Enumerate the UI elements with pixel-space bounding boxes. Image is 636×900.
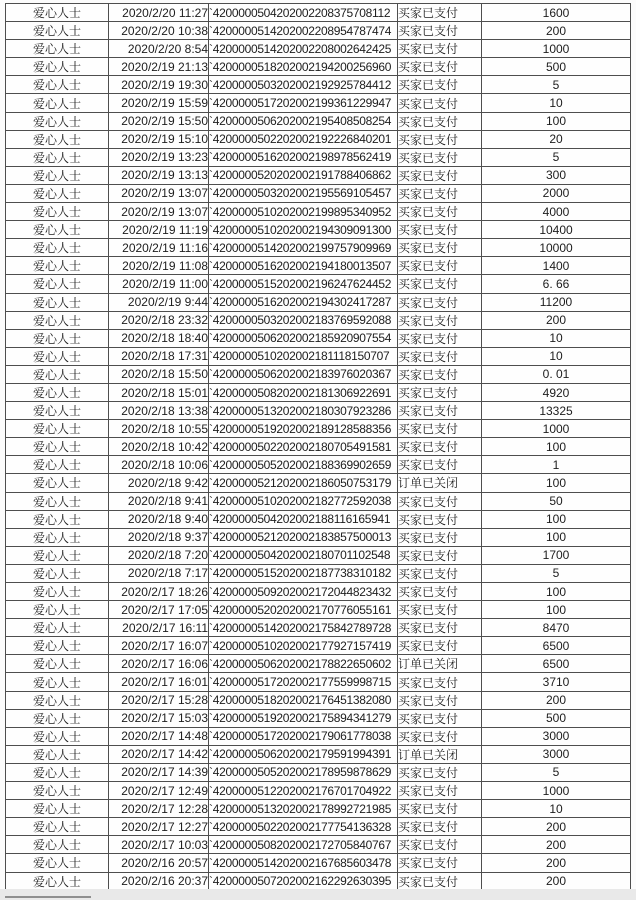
cell-amount: 0. 01 — [482, 365, 631, 383]
cell-datetime: 2020/2/20 10:38 — [109, 22, 209, 40]
cell-datetime: 2020/2/19 11:00 — [109, 275, 209, 293]
cell-donor: 爱心人士 — [6, 456, 109, 474]
cell-status: 买家已支付 — [398, 691, 482, 709]
cell-donor: 爱心人士 — [6, 221, 109, 239]
cell-order_no: `4200000521202002183857500013 — [209, 528, 398, 546]
cell-status: 订单已关闭 — [398, 474, 482, 492]
cell-order_no: `4200000505202002188369902659 — [209, 456, 398, 474]
cell-order_no: `4200000506202002185920907554 — [209, 329, 398, 347]
table-row — [6, 239, 631, 257]
cell-donor: 爱心人士 — [6, 528, 109, 546]
cell-datetime: 2020/2/18 7:20 — [109, 546, 209, 564]
cell-order_no: `4200000520202002170776055161 — [209, 601, 398, 619]
cell-donor: 爱心人士 — [6, 203, 109, 221]
cell-amount: 100 — [482, 438, 631, 456]
table-row — [6, 492, 631, 510]
cell-datetime: 2020/2/17 16:07 — [109, 637, 209, 655]
cell-datetime: 2020/2/18 9:42 — [109, 474, 209, 492]
cell-order_no: `4200000514202002167685603478 — [209, 854, 398, 872]
cell-amount: 10000 — [482, 239, 631, 257]
table-row — [6, 818, 631, 836]
cell-datetime: 2020/2/19 15:50 — [109, 112, 209, 130]
cell-order_no: `4200000508202002181306922691 — [209, 383, 398, 401]
cell-order_no: `4200000508202002172705840767 — [209, 836, 398, 854]
cell-donor: 爱心人士 — [6, 275, 109, 293]
cell-datetime: 2020/2/20 11:27 — [109, 4, 209, 22]
cell-donor: 爱心人士 — [6, 22, 109, 40]
cell-status: 买家已支付 — [398, 239, 482, 257]
cell-amount: 200 — [482, 22, 631, 40]
table-row — [6, 221, 631, 239]
table-row — [6, 619, 631, 637]
cell-datetime: 2020/2/17 10:03 — [109, 836, 209, 854]
cell-order_no: `4200000514202002175842789728 — [209, 619, 398, 637]
cell-order_no: `4200000514202002199757909969 — [209, 239, 398, 257]
cell-amount: 1400 — [482, 257, 631, 275]
cell-order_no: `4200000506202002195408508254 — [209, 112, 398, 130]
cell-order_no: `4200000519202002189128588356 — [209, 420, 398, 438]
cell-status: 买家已支付 — [398, 347, 482, 365]
cell-donor: 爱心人士 — [6, 655, 109, 673]
cell-status: 买家已支付 — [398, 836, 482, 854]
cell-donor: 爱心人士 — [6, 438, 109, 456]
cell-status: 买家已支付 — [398, 293, 482, 311]
cell-order_no: `4200000513202002180307923286 — [209, 402, 398, 420]
cell-amount: 10400 — [482, 221, 631, 239]
cell-order_no: `4200000510202002199895340952 — [209, 203, 398, 221]
cell-status: 买家已支付 — [398, 329, 482, 347]
table-row — [6, 691, 631, 709]
cell-status: 买家已支付 — [398, 402, 482, 420]
table-row — [6, 854, 631, 872]
table-row — [6, 166, 631, 184]
cell-status: 买家已支付 — [398, 438, 482, 456]
cell-amount: 200 — [482, 854, 631, 872]
cell-amount: 200 — [482, 311, 631, 329]
cell-donor: 爱心人士 — [6, 601, 109, 619]
cell-donor: 爱心人士 — [6, 745, 109, 763]
cell-donor: 爱心人士 — [6, 166, 109, 184]
cell-order_no: `4200000512202002176701704922 — [209, 782, 398, 800]
cell-status: 买家已支付 — [398, 528, 482, 546]
cell-datetime: 2020/2/18 9:37 — [109, 528, 209, 546]
cell-donor: 爱心人士 — [6, 329, 109, 347]
cell-amount: 100 — [482, 528, 631, 546]
cell-donor: 爱心人士 — [6, 619, 109, 637]
cell-order_no: `4200000503202002183769592088 — [209, 311, 398, 329]
cell-datetime: 2020/2/17 12:27 — [109, 818, 209, 836]
cell-order_no: `4200000502202002177754136328 — [209, 818, 398, 836]
cell-amount: 300 — [482, 166, 631, 184]
cell-donor: 爱心人士 — [6, 474, 109, 492]
cell-amount: 100 — [482, 583, 631, 601]
cell-amount: 1 — [482, 456, 631, 474]
cell-amount: 5 — [482, 763, 631, 781]
table-row — [6, 836, 631, 854]
cell-amount: 1700 — [482, 546, 631, 564]
cell-donor: 爱心人士 — [6, 402, 109, 420]
cell-datetime: 2020/2/20 8:54 — [109, 40, 209, 58]
cell-status: 买家已支付 — [398, 510, 482, 528]
cell-datetime: 2020/2/19 13:07 — [109, 203, 209, 221]
cell-datetime: 2020/2/16 20:37 — [109, 872, 209, 890]
cell-amount: 4000 — [482, 203, 631, 221]
cell-status: 买家已支付 — [398, 763, 482, 781]
cell-amount: 10 — [482, 94, 631, 112]
cell-donor: 爱心人士 — [6, 691, 109, 709]
cell-donor: 爱心人士 — [6, 347, 109, 365]
cell-amount: 3000 — [482, 745, 631, 763]
cell-datetime: 2020/2/18 15:50 — [109, 365, 209, 383]
cell-amount: 5 — [482, 76, 631, 94]
cell-datetime: 2020/2/17 14:42 — [109, 745, 209, 763]
cut-off-row-border — [5, 896, 91, 898]
cell-order_no: `4200000518202002194200256960 — [209, 58, 398, 76]
cell-status: 买家已支付 — [398, 311, 482, 329]
cell-order_no: `4200000520202002191788406862 — [209, 166, 398, 184]
cell-order_no: `4200000517202002179061778038 — [209, 727, 398, 745]
cell-amount: 11200 — [482, 293, 631, 311]
table-row — [6, 637, 631, 655]
cell-amount: 10 — [482, 800, 631, 818]
cell-amount: 1000 — [482, 40, 631, 58]
table-row — [6, 800, 631, 818]
cell-order_no: `4200000518202002176451382080 — [209, 691, 398, 709]
cell-datetime: 2020/2/19 15:10 — [109, 130, 209, 148]
cell-donor: 爱心人士 — [6, 492, 109, 510]
table-row — [6, 763, 631, 781]
cell-datetime: 2020/2/18 7:17 — [109, 564, 209, 582]
cell-status: 买家已支付 — [398, 583, 482, 601]
cell-amount: 200 — [482, 872, 631, 890]
cell-status: 买家已支付 — [398, 130, 482, 148]
table-row — [6, 293, 631, 311]
cell-amount: 10 — [482, 329, 631, 347]
cell-donor: 爱心人士 — [6, 40, 109, 58]
cell-donor: 爱心人士 — [6, 800, 109, 818]
cell-amount: 200 — [482, 836, 631, 854]
cell-datetime: 2020/2/17 12:49 — [109, 782, 209, 800]
cell-status: 买家已支付 — [398, 58, 482, 76]
cell-amount: 20 — [482, 130, 631, 148]
table-row — [6, 4, 631, 22]
cell-donor: 爱心人士 — [6, 872, 109, 890]
table-row — [6, 365, 631, 383]
cell-donor: 爱心人士 — [6, 782, 109, 800]
cell-status: 买家已支付 — [398, 564, 482, 582]
cell-status: 买家已支付 — [398, 184, 482, 202]
cell-donor: 爱心人士 — [6, 148, 109, 166]
table-row — [6, 601, 631, 619]
table-row — [6, 275, 631, 293]
cell-donor: 爱心人士 — [6, 818, 109, 836]
cell-amount: 200 — [482, 691, 631, 709]
cell-order_no: `4200000517202002177559998715 — [209, 673, 398, 691]
cell-order_no: `4200000506202002178822650602 — [209, 655, 398, 673]
cell-amount: 8470 — [482, 619, 631, 637]
cell-order_no: `4200000515202002196247624452 — [209, 275, 398, 293]
cell-datetime: 2020/2/17 18:26 — [109, 583, 209, 601]
cell-amount: 1000 — [482, 782, 631, 800]
table-row — [6, 583, 631, 601]
cell-order_no: `4200000519202002175894341279 — [209, 709, 398, 727]
table-row — [6, 564, 631, 582]
donation-records-table-body — [6, 4, 631, 891]
table-row — [6, 745, 631, 763]
cell-datetime: 2020/2/18 13:38 — [109, 402, 209, 420]
cell-status: 买家已支付 — [398, 727, 482, 745]
cell-datetime: 2020/2/16 20:57 — [109, 854, 209, 872]
cell-status: 买家已支付 — [398, 148, 482, 166]
cell-order_no: `4200000504202002180701102548 — [209, 546, 398, 564]
table-row — [6, 184, 631, 202]
cell-donor: 爱心人士 — [6, 709, 109, 727]
cell-datetime: 2020/2/18 9:40 — [109, 510, 209, 528]
table-row — [6, 510, 631, 528]
cell-datetime: 2020/2/18 9:41 — [109, 492, 209, 510]
cell-datetime: 2020/2/17 12:28 — [109, 800, 209, 818]
cell-order_no: `4200000503202002195569105457 — [209, 184, 398, 202]
cell-order_no: `4200000516202002194180013507 — [209, 257, 398, 275]
cell-order_no: `4200000517202002199361229947 — [209, 94, 398, 112]
cell-donor: 爱心人士 — [6, 727, 109, 745]
cell-datetime: 2020/2/18 17:31 — [109, 347, 209, 365]
table-row — [6, 655, 631, 673]
cell-datetime: 2020/2/19 13:13 — [109, 166, 209, 184]
cell-order_no: `4200000506202002179591994391 — [209, 745, 398, 763]
cell-donor: 爱心人士 — [6, 112, 109, 130]
cell-status: 订单已关闭 — [398, 745, 482, 763]
cell-status: 买家已支付 — [398, 872, 482, 890]
cell-amount: 1600 — [482, 4, 631, 22]
cell-amount: 4920 — [482, 383, 631, 401]
table-row — [6, 456, 631, 474]
cell-donor: 爱心人士 — [6, 239, 109, 257]
cell-datetime: 2020/2/19 13:07 — [109, 184, 209, 202]
cell-donor: 爱心人士 — [6, 4, 109, 22]
cell-amount: 5 — [482, 148, 631, 166]
table-row — [6, 94, 631, 112]
cell-order_no: `4200000502202002180705491581 — [209, 438, 398, 456]
cell-amount: 100 — [482, 510, 631, 528]
cell-datetime: 2020/2/18 15:01 — [109, 383, 209, 401]
cell-status: 买家已支付 — [398, 637, 482, 655]
cell-status: 买家已支付 — [398, 854, 482, 872]
table-row — [6, 257, 631, 275]
table-row — [6, 438, 631, 456]
cell-amount: 5 — [482, 564, 631, 582]
cell-datetime: 2020/2/18 10:42 — [109, 438, 209, 456]
cell-status: 买家已支付 — [398, 456, 482, 474]
table-row — [6, 22, 631, 40]
cell-order_no: `4200000504202002208375708112 — [209, 4, 398, 22]
cell-status: 买家已支付 — [398, 782, 482, 800]
table-row — [6, 40, 631, 58]
cell-order_no: `4200000505202002178959878629 — [209, 763, 398, 781]
cell-status: 买家已支付 — [398, 365, 482, 383]
cell-datetime: 2020/2/17 16:06 — [109, 655, 209, 673]
cell-donor: 爱心人士 — [6, 763, 109, 781]
cell-status: 买家已支付 — [398, 166, 482, 184]
cell-amount: 13325 — [482, 402, 631, 420]
cell-order_no: `4200000516202002194302417287 — [209, 293, 398, 311]
cell-datetime: 2020/2/18 10:55 — [109, 420, 209, 438]
table-row — [6, 329, 631, 347]
cell-datetime: 2020/2/19 11:08 — [109, 257, 209, 275]
table-row — [6, 546, 631, 564]
cell-order_no: `4200000513202002178992721985 — [209, 800, 398, 818]
table-row — [6, 709, 631, 727]
cell-order_no: `4200000510202002182772592038 — [209, 492, 398, 510]
cell-donor: 爱心人士 — [6, 854, 109, 872]
cell-order_no: `4200000507202002162292630395 — [209, 872, 398, 890]
cell-amount: 2000 — [482, 184, 631, 202]
cell-donor: 爱心人士 — [6, 383, 109, 401]
cell-status: 订单已关闭 — [398, 655, 482, 673]
cell-datetime: 2020/2/17 16:11 — [109, 619, 209, 637]
cell-status: 买家已支付 — [398, 4, 482, 22]
cell-status: 买家已支付 — [398, 619, 482, 637]
cell-order_no: `4200000504202002188116165941 — [209, 510, 398, 528]
table-row — [6, 112, 631, 130]
cell-amount: 500 — [482, 58, 631, 76]
cell-order_no: `4200000506202002183976020367 — [209, 365, 398, 383]
cell-amount: 200 — [482, 818, 631, 836]
cell-amount: 50 — [482, 492, 631, 510]
cell-donor: 爱心人士 — [6, 546, 109, 564]
table-row — [6, 528, 631, 546]
cell-status: 买家已支付 — [398, 800, 482, 818]
cell-order_no: `4200000503202002192925784412 — [209, 76, 398, 94]
table-row — [6, 402, 631, 420]
cell-datetime: 2020/2/19 11:16 — [109, 239, 209, 257]
table-row — [6, 148, 631, 166]
cell-datetime: 2020/2/18 23:32 — [109, 311, 209, 329]
cell-order_no: `4200000521202002186050753179 — [209, 474, 398, 492]
cell-donor: 爱心人士 — [6, 365, 109, 383]
cell-donor: 爱心人士 — [6, 583, 109, 601]
cell-order_no: `4200000510202002194309091300 — [209, 221, 398, 239]
cell-order_no: `4200000509202002172044823432 — [209, 583, 398, 601]
cell-order_no: `4200000514202002208954787474 — [209, 22, 398, 40]
cell-order_no: `4200000510202002177927157419 — [209, 637, 398, 655]
cell-donor: 爱心人士 — [6, 311, 109, 329]
cell-donor: 爱心人士 — [6, 130, 109, 148]
table-row — [6, 76, 631, 94]
cell-datetime: 2020/2/17 15:03 — [109, 709, 209, 727]
table-row — [6, 673, 631, 691]
cell-status: 买家已支付 — [398, 257, 482, 275]
cell-status: 买家已支付 — [398, 94, 482, 112]
table-row — [6, 474, 631, 492]
cell-datetime: 2020/2/19 13:23 — [109, 148, 209, 166]
table-row — [6, 872, 631, 890]
page-bottom-strip — [0, 889, 636, 900]
cell-amount: 6500 — [482, 637, 631, 655]
table-row — [6, 782, 631, 800]
table-row — [6, 383, 631, 401]
table-row — [6, 203, 631, 221]
cell-order_no: `4200000514202002208002642425 — [209, 40, 398, 58]
cell-datetime: 2020/2/18 10:06 — [109, 456, 209, 474]
cell-donor: 爱心人士 — [6, 94, 109, 112]
table-row — [6, 727, 631, 745]
cell-status: 买家已支付 — [398, 203, 482, 221]
table-row — [6, 58, 631, 76]
cell-datetime: 2020/2/19 9:44 — [109, 293, 209, 311]
cell-datetime: 2020/2/17 14:39 — [109, 763, 209, 781]
cell-datetime: 2020/2/19 11:19 — [109, 221, 209, 239]
cell-status: 买家已支付 — [398, 601, 482, 619]
cell-amount: 500 — [482, 709, 631, 727]
cell-donor: 爱心人士 — [6, 510, 109, 528]
cell-donor: 爱心人士 — [6, 184, 109, 202]
cell-donor: 爱心人士 — [6, 257, 109, 275]
cell-status: 买家已支付 — [398, 546, 482, 564]
table-row — [6, 420, 631, 438]
cell-status: 买家已支付 — [398, 275, 482, 293]
cell-status: 买家已支付 — [398, 383, 482, 401]
cell-status: 买家已支付 — [398, 673, 482, 691]
cell-amount: 1000 — [482, 420, 631, 438]
cell-status: 买家已支付 — [398, 420, 482, 438]
cell-status: 买家已支付 — [398, 818, 482, 836]
cell-datetime: 2020/2/17 14:48 — [109, 727, 209, 745]
cell-amount: 6500 — [482, 655, 631, 673]
cell-datetime: 2020/2/17 16:01 — [109, 673, 209, 691]
table-row — [6, 311, 631, 329]
cell-amount: 10 — [482, 347, 631, 365]
cell-order_no: `4200000510202002181118150707 — [209, 347, 398, 365]
cell-datetime: 2020/2/19 15:59 — [109, 94, 209, 112]
cell-donor: 爱心人士 — [6, 420, 109, 438]
cell-amount: 100 — [482, 112, 631, 130]
donation-records-table — [5, 3, 631, 891]
cell-donor: 爱心人士 — [6, 58, 109, 76]
cell-donor: 爱心人士 — [6, 673, 109, 691]
cell-datetime: 2020/2/17 15:28 — [109, 691, 209, 709]
cell-datetime: 2020/2/18 18:40 — [109, 329, 209, 347]
cell-amount: 6. 66 — [482, 275, 631, 293]
cell-order_no: `4200000515202002187738310182 — [209, 564, 398, 582]
cell-donor: 爱心人士 — [6, 564, 109, 582]
cell-donor: 爱心人士 — [6, 836, 109, 854]
cell-donor: 爱心人士 — [6, 76, 109, 94]
cell-status: 买家已支付 — [398, 112, 482, 130]
cell-order_no: `4200000502202002192226840201 — [209, 130, 398, 148]
table-row — [6, 130, 631, 148]
cell-status: 买家已支付 — [398, 76, 482, 94]
cell-amount: 3000 — [482, 727, 631, 745]
cell-donor: 爱心人士 — [6, 293, 109, 311]
cell-amount: 100 — [482, 601, 631, 619]
cell-datetime: 2020/2/19 21:13 — [109, 58, 209, 76]
cell-amount: 3710 — [482, 673, 631, 691]
cell-datetime: 2020/2/17 17:05 — [109, 601, 209, 619]
table-row — [6, 347, 631, 365]
cell-donor: 爱心人士 — [6, 637, 109, 655]
cell-status: 买家已支付 — [398, 221, 482, 239]
cell-status: 买家已支付 — [398, 40, 482, 58]
cell-status: 买家已支付 — [398, 492, 482, 510]
cell-order_no: `4200000516202002198978562419 — [209, 148, 398, 166]
cell-amount: 100 — [482, 474, 631, 492]
cell-status: 买家已支付 — [398, 709, 482, 727]
cell-datetime: 2020/2/19 19:30 — [109, 76, 209, 94]
cell-status: 买家已支付 — [398, 22, 482, 40]
